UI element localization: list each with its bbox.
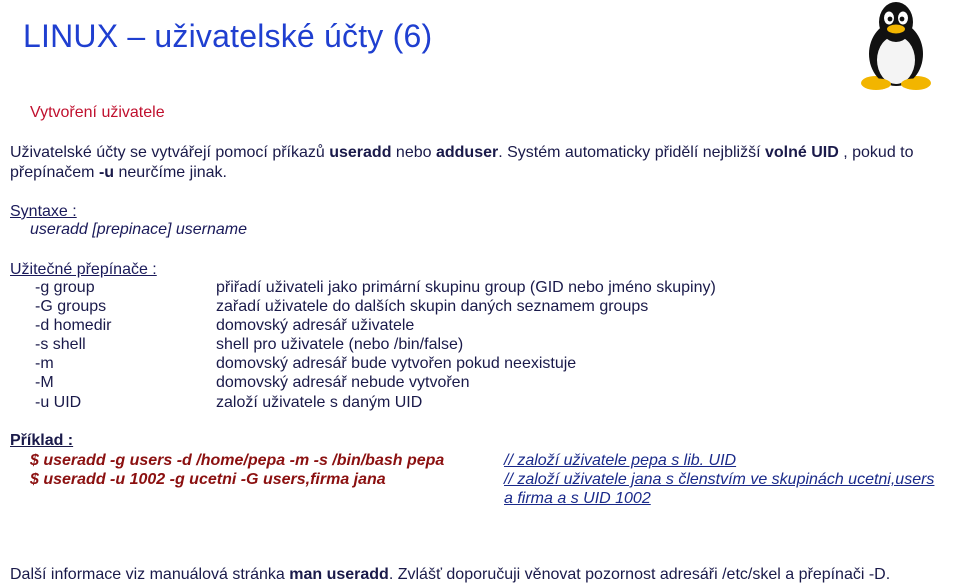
option-description: přiřadí uživateli jako primární skupinu group (GID nebo jméno skupiny) [216,279,716,296]
intro-text: . Systém automaticky přidělí nejbližší [498,144,765,161]
option-description: založí uživatele s daným UID [216,394,423,411]
option-description: domovský adresář uživatele [216,317,415,334]
option-row [0,336,960,356]
option-flag: -s shell [35,336,86,353]
intro-flag-u: -u [98,164,115,181]
example-comment-1: // založí uživatele pepa s lib. UID [504,452,737,469]
option-row [0,298,960,318]
example-heading: Příklad : [10,432,74,449]
example-command-2: $ useradd -u 1002 -g ucetni -G users,firma jana [30,471,386,488]
option-description: domovský adresář nebude vytvořen [216,374,470,391]
example-comment-2-continued: a firma a s UID 1002 [504,490,651,507]
intro-bold-uid: volné UID [764,144,839,161]
example-command-1: $ useradd -g users -d /home/pepa -m -s /bin/bash pepa [30,452,445,469]
option-row [0,355,960,375]
option-description: zařadí uživatele do dalších skupin daných seznamem groups [216,298,649,315]
intro-text: přepínačem [10,164,99,181]
page-title: LINUX – uživatelské účty (6) [23,18,433,54]
intro-text: Uživatelské účty se vytvářejí pomocí příkazů [10,144,330,161]
option-description: domovský adresář bude vytvořen pokud neexistuje [216,355,577,372]
option-flag: -G groups [35,298,107,315]
intro-text: , pokud to [838,144,914,161]
option-row [0,394,960,414]
intro-command-useradd: useradd [329,144,392,161]
option-row [0,317,960,337]
footer-man-command: man useradd [289,566,389,583]
options-heading: Užitečné přepínače : [10,261,157,278]
option-flag: -u UID [35,394,82,411]
syntax-usage: useradd [prepinace] username [30,221,248,238]
section-subtitle: Vytvoření uživatele [30,104,165,121]
intro-text: neurčíme jinak. [114,164,227,181]
option-flag: -g group [35,279,95,296]
footer-note [10,566,890,584]
intro-line-2 [10,164,227,182]
option-row [0,279,960,299]
option-flag: -d homedir [35,317,112,334]
tux-penguin-icon [856,0,936,92]
syntax-heading: Syntaxe : [10,203,77,220]
option-flag: -M [35,374,54,391]
intro-command-adduser: adduser [435,144,499,161]
option-row [0,374,960,394]
example-comment-2: // založí uživatele jana s členstvím ve skupinách ucetni,users [504,471,935,488]
option-description: shell pro uživatele (nebo /bin/false) [216,336,464,353]
intro-text: nebo [391,144,436,161]
footer-text: . Zvlášť doporučuji věnovat pozornost adresáři /etc/skel a přepínači -D. [388,566,891,583]
footer-text: Další informace viz manuálová stránka [10,566,290,583]
option-flag: -m [35,355,54,372]
intro-line-1 [10,144,914,162]
